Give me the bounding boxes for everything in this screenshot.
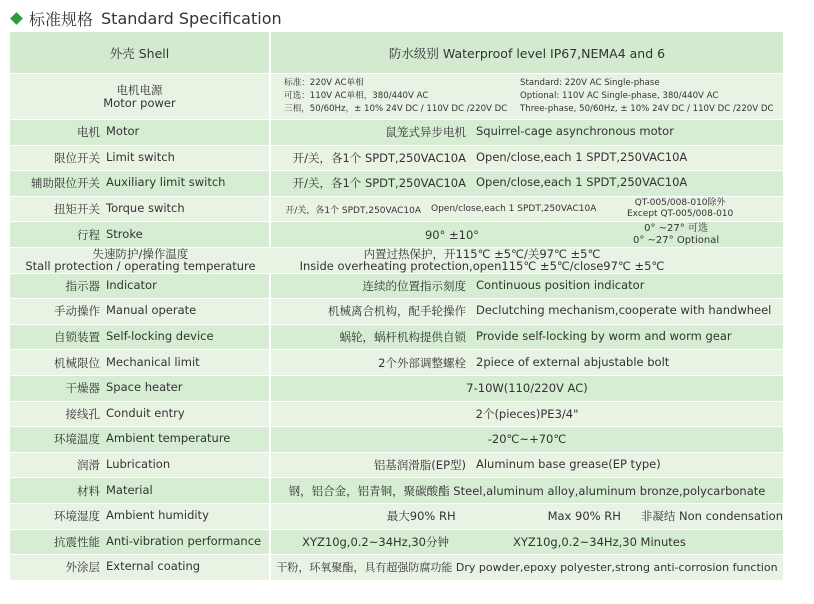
table-row-material: 材料 Material 钢，铝合金，铝青铜，聚碳酸酯 Steel,aluminum alloy,aluminum bronze,polycarbonate	[10, 478, 783, 503]
table-row-space-heater: 干燥器 Space heater 7-10W(110/220V AC)	[10, 376, 783, 401]
ambient-temp-value: -20℃~+70℃	[271, 427, 783, 452]
conduit-value: 2个(pieces)PE3/4"	[271, 402, 783, 427]
title-zh: 标准规格	[29, 9, 94, 29]
spec-table	[10, 32, 783, 581]
table-row-manual-operate: 手动操作 Manual operate 机械离合机构，配手轮操作 Declutching mechanism,cooperate with handwheel	[10, 299, 783, 324]
heater-value: 7-10W(110/220V AC)	[271, 376, 783, 401]
table-row-anti-vibration: 抗震性能 Anti-vibration performance XYZ10g,0.2~34Hz,30分钟 XYZ10g,0.2~34Hz,30 Minutes	[10, 530, 783, 555]
waterproof-value: 防水级别 Waterproof level IP67,NEMA4 and 6	[271, 32, 783, 73]
material-value: 钢，铝合金，铝青铜，聚碳酸酯 Steel,aluminum alloy,aluminum bronze,polycarbonate	[271, 478, 783, 503]
table-row-stall-protection: 失速防护/操作温度 Stall protection / operating temperature 内置过热保护，开115℃ ±5℃/关97℃ ±5℃ Inside overheating protection,open115℃ ±5℃/close97℃ ±5℃	[10, 248, 783, 273]
table-row-conduit-entry: 接线孔 Conduit entry 2个(pieces)PE3/4"	[10, 402, 783, 427]
table-row-ambient-humidity: 环境湿度 Ambient humidity 最大90% RH Max 90% RH 非凝结 Non condensation	[10, 504, 783, 529]
table-row-mechanical-limit: 机械限位 Mechanical limit 2个外部调整螺栓 2piece of external abjustable bolt	[10, 350, 783, 375]
table-row-limit-switch: 限位开关 Limit switch 开/关，各1个 SPDT,250VAC10A Open/close,each 1 SPDT,250VAC10A	[10, 146, 783, 171]
motor-power-en: Standard: 220V AC Single-phase Optional: 110V AC Single-phase, 380/440V AC Three-phase, 50/60Hz, ± 10% 24V DC / 110V DC /220V DC	[520, 78, 774, 114]
table-row-lubrication: 润滑 Lubrication 铝基润滑脂(EP型) Aluminum base grease(EP type)	[10, 453, 783, 478]
table-row-external-coating: 外涂层 External coating 干粉，环氧聚酯，具有超强防腐功能 Dry powder,epoxy polyester,strong anti-corrosion function	[10, 555, 783, 580]
table-row-indicator: 指示器 Indicator 连续的位置指示刻度 Continuous position indicator	[10, 274, 783, 299]
motor-power-zh: 标准：220V AC单相 可选：110V AC单相，380/440V AC 三相，50/60Hz，± 10% 24V DC / 110V DC /220V DC	[284, 78, 508, 114]
torque-exception-note: QT-005/008-010除外 Except QT-005/008-010	[627, 198, 734, 220]
coating-value: 干粉，环氧聚酯，具有超强防腐功能 Dry powder,epoxy polyester,strong anti-corrosion function	[271, 555, 783, 580]
table-row-torque-switch: 扭矩开关 Torque switch 开/关，各1个 SPDT,250VAC10A Open/close,each 1 SPDT,250VAC10A QT-005/008-010除外 Except QT-005/008-010	[10, 197, 783, 222]
table-row-motor: 电机 Motor 鼠笼式异步电机 Squirrel-cage asynchronous motor	[10, 120, 783, 145]
page-title	[10, 7, 282, 29]
table-row-motor-power	[10, 74, 783, 119]
table-header-row	[10, 32, 783, 73]
table-row-self-locking: 自锁装置 Self-locking device 蜗轮，蜗杆机构提供自锁 Provide self-locking by worm and worm gear	[10, 325, 783, 350]
table-row-ambient-temperature: 环境温度 Ambient temperature -20℃~+70℃	[10, 427, 783, 452]
stroke-optional: 0° ~27° 可选 0° ~27° Optional	[633, 222, 720, 246]
table-row-aux-limit-switch: 辅助限位开关 Auxiliary limit switch 开/关，各1个 SPDT,250VAC10A Open/close,each 1 SPDT,250VAC10A	[10, 171, 783, 196]
table-row-stroke: 行程 Stroke 90° ±10° 0° ~27° 可选 0° ~27° Optional	[10, 222, 783, 247]
title-en: Standard Specification	[101, 8, 282, 28]
diamond-bullet-icon	[10, 12, 23, 25]
shell-label: 外壳 Shell	[10, 32, 269, 73]
motor-power-label: 电机电源 Motor power	[103, 82, 176, 110]
